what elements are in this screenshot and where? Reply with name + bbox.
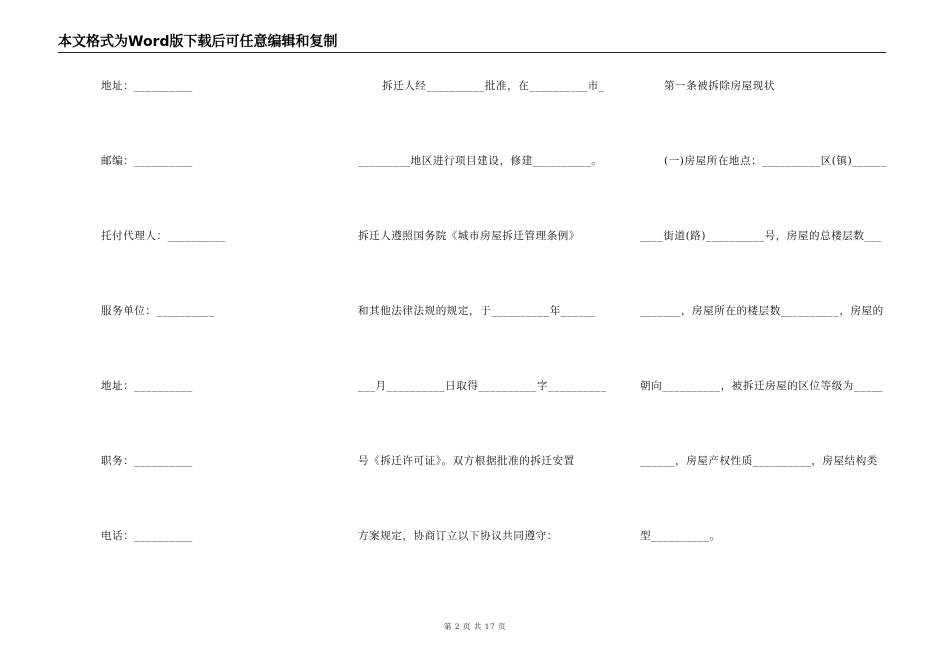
left-line-1: 地址：__________ — [101, 80, 193, 92]
right-line-3: ____街道(路)__________号，房屋的总楼层数___ — [640, 230, 883, 242]
middle-line-4: 和其他法律法规的规定，于__________年______ — [358, 305, 596, 317]
header-divider — [58, 52, 886, 53]
right-line-6: ______，房屋产权性质__________，房屋结构类 — [640, 455, 878, 467]
left-line-6: 职务：__________ — [101, 455, 193, 467]
middle-line-3: 拆迁人遵照国务院《城市房屋拆迁管理条例》 — [358, 230, 580, 242]
right-line-2: (一)房屋所在地点：__________区(镇)______ — [664, 155, 888, 167]
middle-line-6: 号《拆迁许可证》。双方根据批准的拆迁安置 — [358, 455, 575, 467]
right-line-4: _______，房屋所在的楼层数__________，房屋的 — [640, 305, 884, 317]
left-line-7: 电话：__________ — [101, 530, 193, 542]
middle-line-2: _________地区进行项目建设，修建__________。 — [358, 155, 603, 167]
middle-line-1: 拆迁人经__________批准，在__________市_ — [382, 80, 605, 92]
middle-line-5: ___月__________日取得__________字__________ — [358, 380, 607, 392]
document-header-title: 本文格式为Word版下载后可任意编辑和复制 — [58, 34, 338, 50]
right-line-1: 第一条被拆除房屋现状 — [664, 80, 775, 92]
left-line-5: 地址：__________ — [101, 380, 193, 392]
left-line-3: 托付代理人：__________ — [101, 230, 227, 242]
right-line-5: 朝向__________，被拆迁房屋的区位等级为_____ — [640, 380, 884, 392]
middle-line-7: 方案规定，协商订立以下协议共同遵守： — [358, 530, 558, 542]
page-number-footer: 第 2 页 共 17 页 — [443, 622, 507, 631]
left-line-4: 服务单位：__________ — [101, 305, 215, 317]
left-line-2: 邮编：__________ — [101, 155, 193, 167]
right-line-7: 型__________。 — [640, 530, 721, 542]
